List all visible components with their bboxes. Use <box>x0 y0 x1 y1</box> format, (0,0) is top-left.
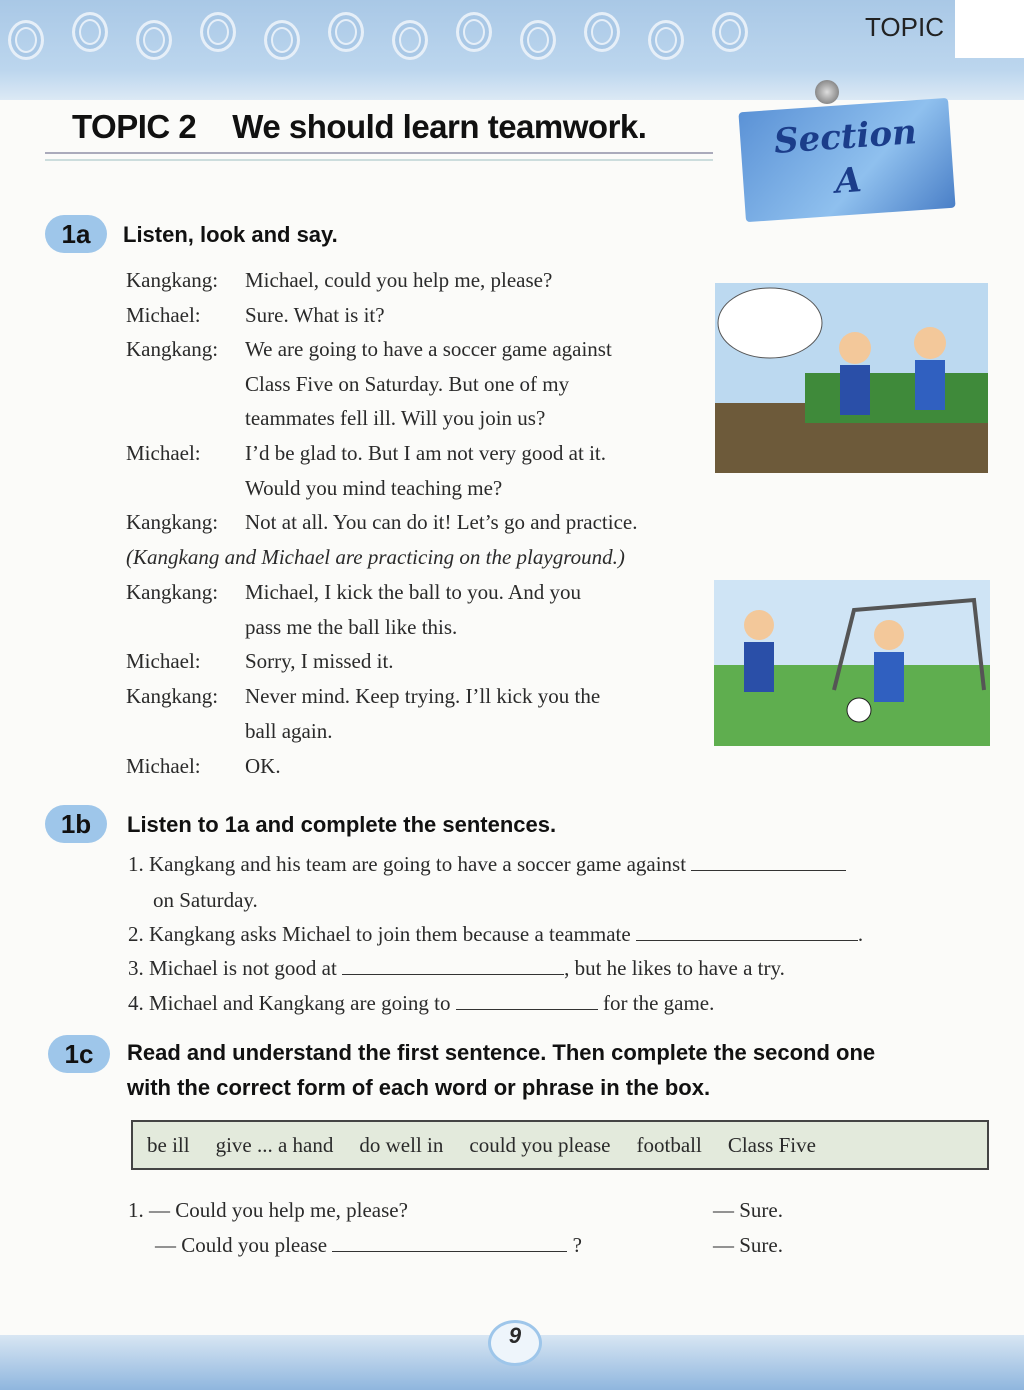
speaker-name: Kangkang: <box>126 337 219 361</box>
exercise-1-answer-2: — Sure. <box>713 1233 783 1257</box>
word-option: do well in <box>359 1132 444 1157</box>
ring-decoration <box>456 12 492 52</box>
dialogue-line <box>126 337 612 362</box>
dialogue-text: Michael, I kick the ball to you. And you <box>245 580 581 604</box>
section-label: Section <box>772 112 919 162</box>
word-option: give ... a hand <box>215 1132 334 1157</box>
dialogue-text: Sure. What is it? <box>245 303 385 327</box>
page-title <box>72 108 646 146</box>
section-sign <box>738 98 955 222</box>
exercise-1-question: 1. — Could you help me, please? <box>128 1198 408 1222</box>
speaker-name: Michael: <box>126 303 201 327</box>
instruction-1a: Listen, look and say. <box>123 222 338 247</box>
ring-decoration <box>712 12 748 52</box>
exercise-1-rewrite: — Could you please ? <box>155 1233 582 1257</box>
dialogue-text: Never mind. Keep trying. I’ll kick you the <box>245 684 601 708</box>
sentence-4: 4. Michael and Kangkang are going to for the game. <box>128 991 715 1015</box>
sentence-1-cont: on Saturday. <box>153 888 258 912</box>
word-box <box>131 1120 989 1170</box>
title-divider <box>45 152 713 161</box>
illustration-asking-for-help <box>715 283 988 473</box>
sentence-2: 2. Kangkang asks Michael to join them because a teammate . <box>128 922 864 946</box>
answer-blank[interactable] <box>691 852 846 871</box>
sentence-3: 3. Michael is not good at , but he likes to have a try. <box>128 956 785 980</box>
page-number: 9 <box>488 1320 542 1366</box>
speaker-name: Michael: <box>126 649 201 673</box>
answer-blank[interactable] <box>636 922 858 941</box>
dialogue-line <box>126 545 625 570</box>
dialogue-continuation: Would you mind teaching me? <box>245 476 503 500</box>
dialogue-line <box>126 754 281 779</box>
dialogue-continuation: ball again. <box>245 719 333 743</box>
speaker-name: Kangkang: <box>126 684 219 708</box>
instruction-1c-line1: Read and understand the first sentence. Then complete the second one <box>127 1040 876 1065</box>
dialogue-line <box>126 268 552 293</box>
pin-icon <box>815 80 839 104</box>
answer-blank[interactable] <box>342 956 564 975</box>
answer-blank[interactable] <box>456 991 598 1010</box>
corner-mask <box>955 0 1024 58</box>
word-option: Class Five <box>727 1132 816 1157</box>
section-letter: A <box>833 160 864 202</box>
dialogue-line <box>126 580 581 605</box>
answer-blank[interactable] <box>332 1233 567 1252</box>
dialogue-continuation: teammates fell ill. Will you join us? <box>245 406 546 430</box>
instruction-1c-line2: with the correct form of each word or phrase in the box. <box>127 1075 711 1100</box>
exercise-badge-1b: 1b <box>45 805 107 843</box>
speaker-name: Kangkang: <box>126 580 219 604</box>
dialogue-line <box>126 303 385 328</box>
word-option: football <box>636 1132 702 1157</box>
dialogue-text: (Kangkang and Michael are practicing on the playground.) <box>126 545 625 569</box>
ring-decoration <box>648 20 684 60</box>
dialogue-line <box>126 441 606 466</box>
ring-decoration <box>584 12 620 52</box>
dialogue-line <box>126 510 638 535</box>
ring-decoration <box>520 20 556 60</box>
ring-decoration <box>72 12 108 52</box>
dialogue-text: OK. <box>245 754 281 778</box>
exercise-1-answer: — Sure. <box>713 1198 783 1222</box>
speaker-name: Kangkang: <box>126 268 219 292</box>
sentence-1: 1. Kangkang and his team are going to have a soccer game against <box>128 852 846 877</box>
ring-decoration <box>264 20 300 60</box>
dialogue-text: Michael, could you help me, please? <box>245 268 553 292</box>
topic-number: TOPIC 2 <box>72 108 197 145</box>
exercise-badge-1a: 1a <box>45 215 107 253</box>
dialogue-text: We are going to have a soccer game against <box>245 337 612 361</box>
word-option: could you please <box>469 1132 611 1157</box>
exercise-badge-1c: 1c <box>48 1035 110 1073</box>
running-head: TOPIC <box>865 12 944 42</box>
speaker-name: Michael: <box>126 754 201 778</box>
dialogue-line <box>126 649 394 674</box>
speaker-name: Michael: <box>126 441 201 465</box>
ring-decoration <box>8 20 44 60</box>
ring-decoration <box>200 12 236 52</box>
word-option: be ill <box>147 1132 190 1157</box>
dialogue-text: I’d be glad to. But I am not very good at it. <box>245 441 607 465</box>
topic-title: We should learn teamwork. <box>232 108 647 145</box>
dialogue-text: Not at all. You can do it! Let’s go and practice. <box>245 510 638 534</box>
ring-decoration <box>392 20 428 60</box>
illustration-practicing-soccer <box>714 580 990 746</box>
ring-decoration <box>328 12 364 52</box>
instruction-1b: Listen to 1a and complete the sentences. <box>127 812 557 837</box>
ring-decoration <box>136 20 172 60</box>
dialogue-text: Sorry, I missed it. <box>245 649 394 673</box>
speaker-name: Kangkang: <box>126 510 219 534</box>
dialogue-line <box>126 684 600 709</box>
dialogue-continuation: pass me the ball like this. <box>245 615 458 639</box>
dialogue-continuation: Class Five on Saturday. But one of my <box>245 372 570 396</box>
